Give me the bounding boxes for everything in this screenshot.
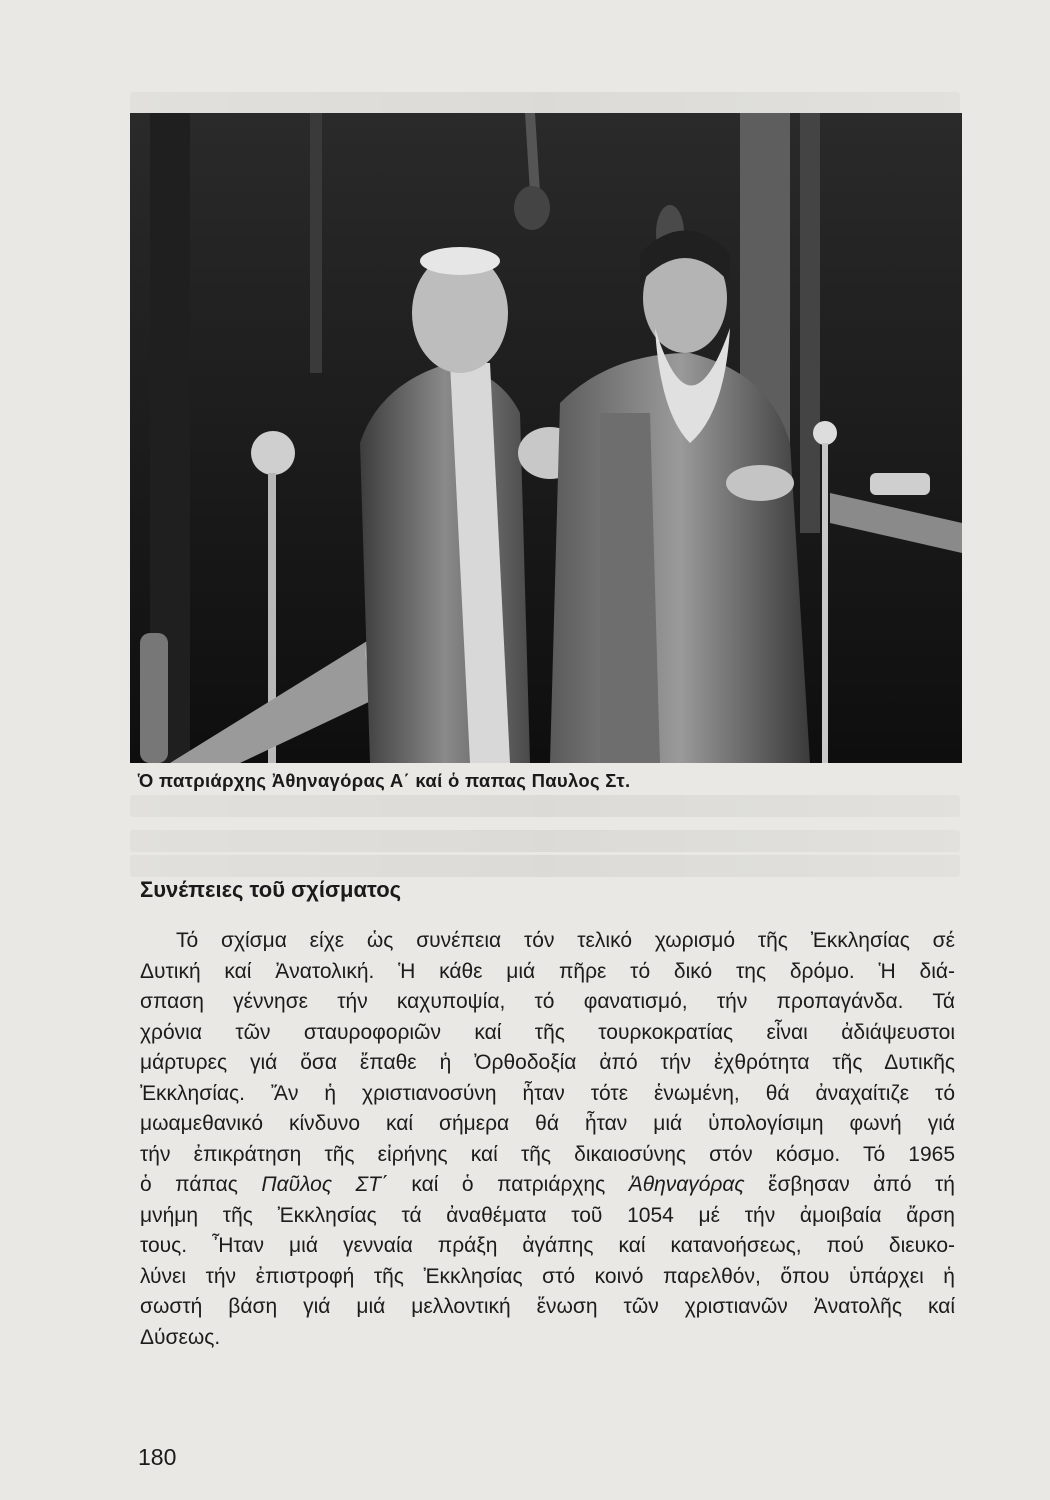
italic-name: Ἀθηναγόρας [628,1173,745,1196]
page-number: 180 [138,1444,177,1470]
body-line: σπαση γέννησε τήν καχυποψία, τό φανατισμό, τήν προπαγάνδα. Τά [140,990,955,1013]
body-text [140,926,955,1353]
body-line: Ἐκκλησίας. Ἄν ἡ χριστιανοσύνη ἦταν τότε ἑνωμένη, θά ἀναχαίτιζε τό [140,1081,955,1105]
bleed-through [130,795,960,817]
body-line: λύνει τήν ἐπιστροφή τῆς Ἐκκλησίας στό κοινό παρελθόν, ὅπου ὑπάρχει ἡ [140,1264,955,1288]
bleed-through [130,855,960,877]
body-line: μάρτυρες γιά ὅσα ἔπαθε ἡ Ὀρθοδοξία ἀπό τήν ἐχθρότητα τῆς Δυτικῆς [140,1051,955,1074]
section-heading: Συνέπειες τοῦ σχίσματος [140,877,402,902]
body-line: χρόνια τῶν σταυροφοριῶν καί τῆς τουρκοκρατίας εἶναι ἀδιάψευστοι [140,1020,955,1044]
photograph [130,113,962,763]
bleed-through [130,830,960,852]
body-line: τήν ἐπικράτηση τῆς εἰρήνης καί τῆς δικαιοσύνης στόν κόσμο. Τό 1965 [140,1142,955,1166]
body-line: Δύσεως. [140,1325,221,1349]
body-line: σωστή βάση γιά μιά μελλοντική ἕνωση τῶν χριστιανῶν Ἀνατολῆς καί [140,1295,955,1318]
body-line: μνήμη τῆς Ἐκκλησίας τά ἀναθέματα τοῦ 1054 μέ τήν ἀμοιβαία ἄρση [140,1203,955,1227]
body-line: Δυτική καί Ἀνατολική. Ἡ κάθε μιά πῆρε τό δικό της δρόμο. Ἡ διά- [140,959,955,983]
body-text-span: ἔσβησαν ἀπό τή [744,1173,955,1196]
photo-caption: Ὁ πατριάρχης Ἀθηναγόρας Α΄ καί ὁ παπας Παυλος Στ. [138,770,631,791]
body-line: μωαμεθανικό κίνδυνο καί σήμερα θά ἦταν μιά ὑπολογίσιμη φωνή γιά [140,1112,955,1135]
body-line: τους. Ἦταν μιά γενναία πράξη ἀγάπης καί κατανοήσεως, πού διευκο- [140,1234,955,1257]
body-line [140,1170,955,1201]
photograph-icon [130,113,962,763]
italic-name: Παῦλος ΣΤ΄ [261,1173,388,1196]
body-text-span: ὁ πάπας [140,1173,262,1196]
body-line: Τό σχίσμα είχε ὡς συνέπεια τόν τελικό χωρισμό τῆς Ἐκκλησίας σέ [176,929,955,952]
body-text-span: καί ὁ πατριάρχης [387,1173,629,1196]
bleed-through [130,92,960,114]
